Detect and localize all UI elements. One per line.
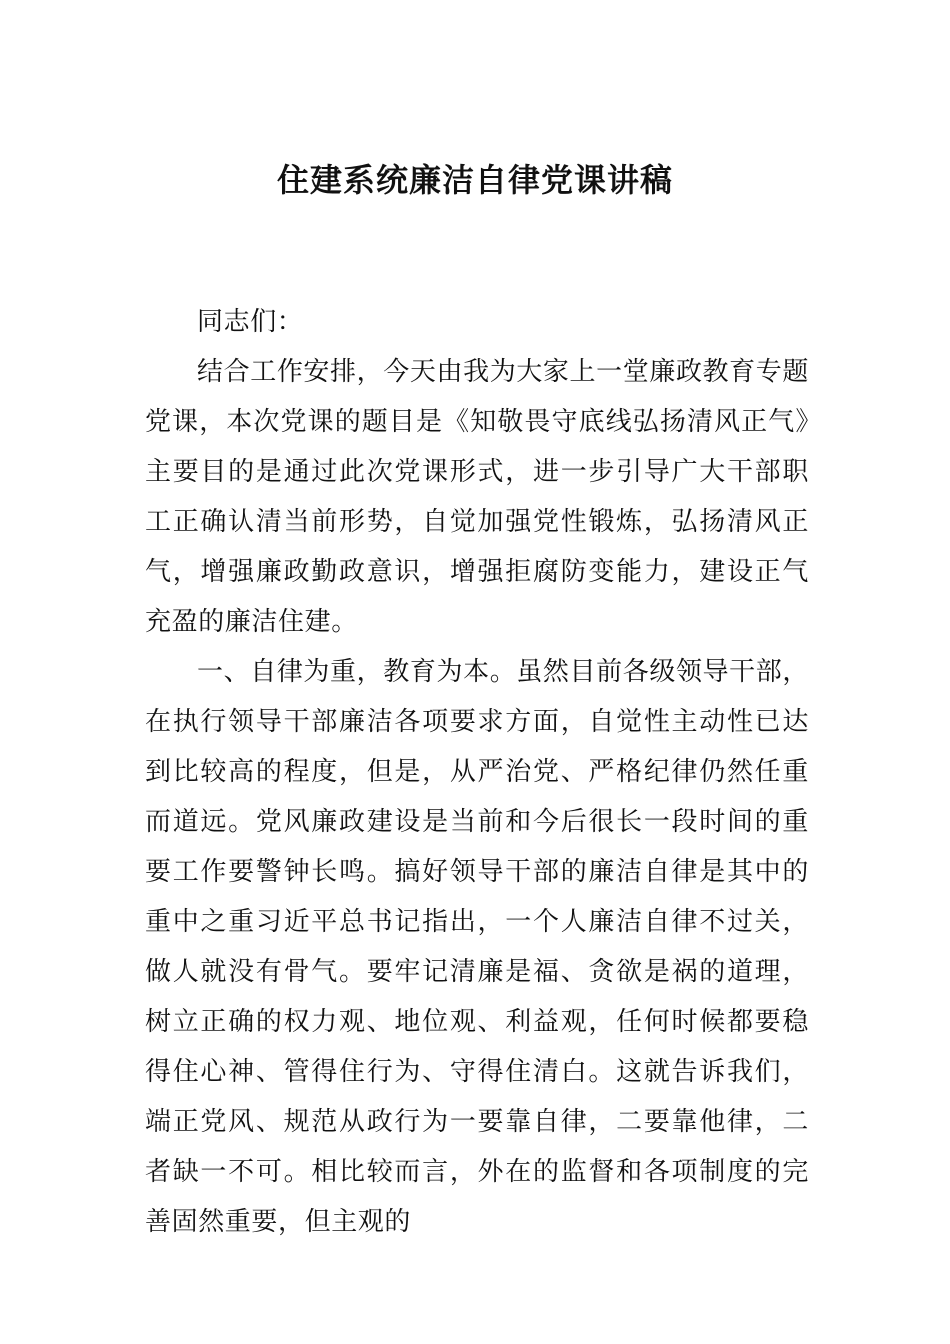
paragraph-intro: 结合工作安排，今天由我为大家上一堂廉政教育专题党课，本次党课的题目是《知敬畏守底线弘扬清风正气》主要目的是通过此次党课形式，进一步引导广大干部职工正确认清当前形势，自觉加强党性锻炼，弘扬清风正气，增强廉政勤政意识，增强拒腐防变能力，建设正气充盈的廉洁住建。: [145, 357, 809, 637]
document-body: [145, 297, 809, 1247]
salutation: 同志们：: [197, 307, 304, 337]
document-title: 住建系统廉洁自律党课讲稿: [276, 161, 673, 199]
paragraph-section-one: 一、自律为重，教育为本。虽然目前各级领导干部，在执行领导干部廉洁各项要求方面，自觉性主动性已达到比较高的程度，但是，从严治党、严格纪律仍然任重而道远。党风廉政建设是当前和今后很长一段时间的重要工作要警钟长鸣。搞好领导干部的廉洁自律是其中的重中之重习近平总书记指出，一个人廉洁自律不过关，做人就没有骨气。要牢记清廉是福、贪欲是祸的道理，树立正确的权力观、地位观、利益观，任何时候都要稳得住心神、管得住行为、守得住清白。这就告诉我们，端正党风、规范从政行为一要靠自律，二要靠他律，二者缺一不可。相比较而言，外在的监督和各项制度的完善固然重要，但主观的: [145, 657, 809, 1237]
